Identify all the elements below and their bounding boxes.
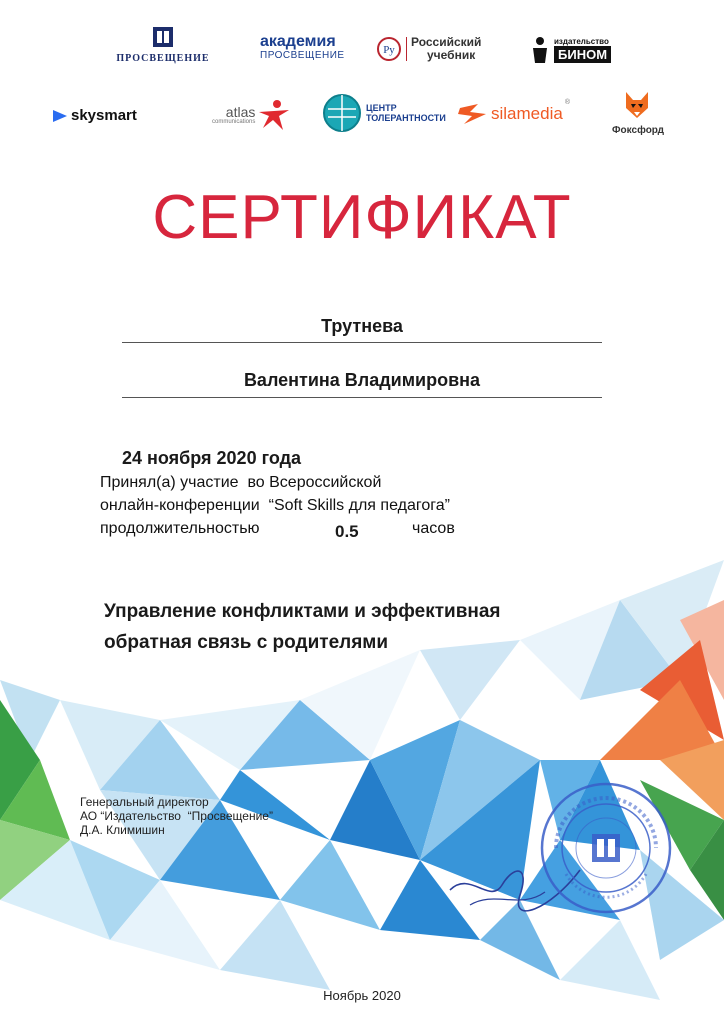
duration-unit: часов <box>412 520 455 537</box>
binom-figure-icon <box>530 36 550 64</box>
certificate-title: СЕРТИФИКАТ <box>152 183 572 252</box>
given-names-underline <box>122 397 602 398</box>
akademiya-logo-text: академия <box>260 33 336 50</box>
official-stamp <box>536 778 676 918</box>
ru-emblem-icon <box>376 36 402 62</box>
signer-position: Генеральный директор <box>80 795 209 809</box>
duration-value: 0.5 <box>335 522 359 541</box>
atlas-logo-subtext: communications <box>212 119 256 125</box>
recipient-given-names: Валентина Владимировна <box>243 370 481 390</box>
issue-month: Ноябрь 2020 <box>323 988 401 1003</box>
topic-line-1: Управление конфликтами и эффективная <box>104 601 501 622</box>
tolerance-globe-icon <box>322 93 362 133</box>
recipient-surname: Трутнева <box>321 316 403 336</box>
tolerance-logo-text: ЦЕНТР <box>366 103 397 113</box>
foxford-logo-text: Фоксфорд <box>612 125 665 136</box>
silamedia-logo <box>458 98 570 126</box>
russian-textbook-logo <box>376 36 481 62</box>
duration-label: продолжительностью <box>100 520 260 537</box>
signer-organization: АО “Издательство “Просвещение” <box>80 809 273 823</box>
signature-block <box>80 795 273 837</box>
topic-title <box>104 596 624 658</box>
atlas-logo <box>212 98 291 132</box>
binom-logo-text: БИНОМ <box>554 46 611 63</box>
skysmart-logo <box>52 107 137 124</box>
silamedia-s-icon <box>458 102 488 126</box>
prosveshchenie-logo-text: ПРОСВЕЩЕНИЕ <box>116 53 210 64</box>
topic-line-2: обратная связь с родителями <box>104 632 389 653</box>
prosveshchenie-logo <box>108 26 218 64</box>
participation-line: Принял(а) участие во Всероссийской <box>100 474 382 491</box>
signer-name: Д.А. Климишин <box>80 823 165 837</box>
svg-text:Ру: Ру <box>383 44 395 56</box>
atlas-figure-icon <box>255 98 291 132</box>
event-date: 24 ноября 2020 года <box>122 448 302 468</box>
akademiya-logo-subtext: ПРОСВЕЩЕНИЕ <box>260 50 345 61</box>
foxford-logo <box>612 90 665 136</box>
fox-icon <box>623 90 651 120</box>
tolerance-logo-subtext: ТОЛЕРАНТНОСТИ <box>366 113 446 123</box>
skysmart-logo-text: skysmart <box>71 107 137 124</box>
prosveshchenie-emblem-icon <box>152 26 174 48</box>
binom-logo-subtext: издательство <box>554 37 609 46</box>
ru-logo-text: Российский <box>411 35 482 49</box>
surname-underline <box>122 342 602 343</box>
tolerance-center-logo <box>322 93 446 133</box>
silamedia-logo-text: silamedia <box>491 104 563 123</box>
akademiya-logo <box>260 34 345 61</box>
binom-logo <box>530 36 611 64</box>
ru-logo-subtext: учебник <box>427 48 476 62</box>
conference-line: онлайн-конференции “Soft Skills для педагога” <box>100 497 450 514</box>
atlas-logo-text: atlas <box>225 104 256 120</box>
registered-icon: ® <box>564 98 570 106</box>
skysmart-play-icon <box>52 108 68 124</box>
